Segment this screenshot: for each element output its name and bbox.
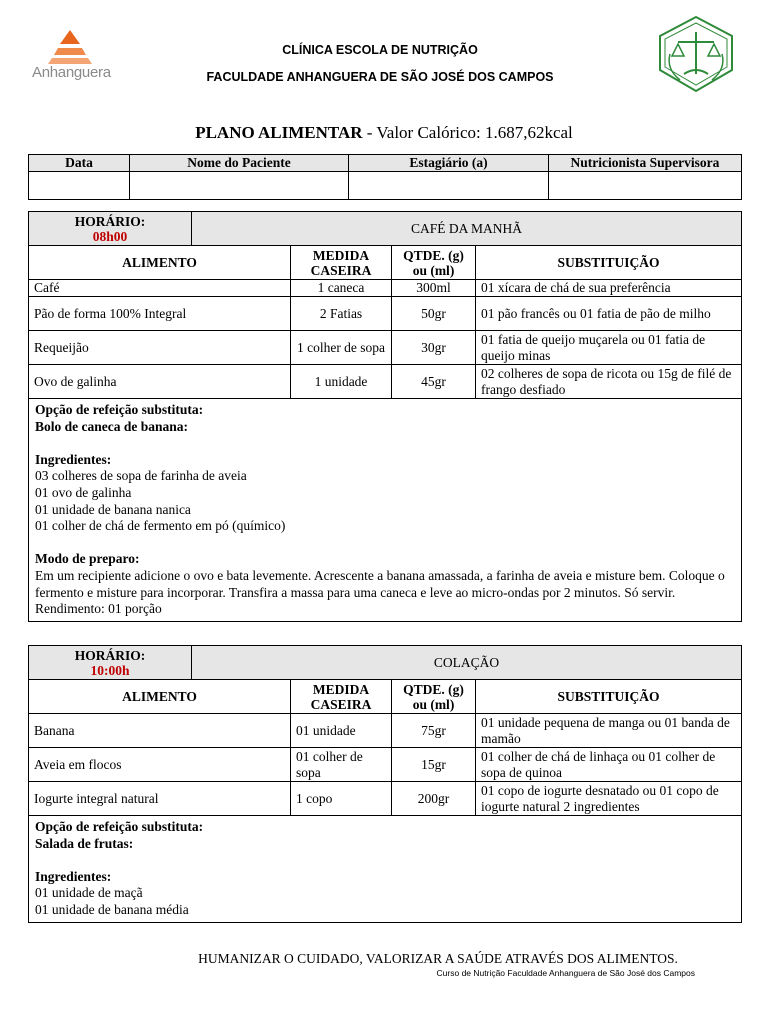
horario-cell [29,212,192,246]
col-substituicao: SUBSTITUIÇÃO [476,680,742,714]
food-row [29,714,742,748]
clinic-header [150,40,610,94]
food-substitution: 01 fatia de queijo muçarela ou 01 fatia de queijo minas [476,331,742,365]
option-name: Bolo de caneca de banana: [35,418,189,434]
food-measure: 01 colher de sopa [291,748,392,782]
footer-motto: HUMANIZAR O CUIDADO, VALORIZAR A SAÚDE ATRAVÉS DOS ALIMENTOS. [198,951,678,966]
info-header-patient: Nome do Paciente [130,155,349,172]
info-cell-patient[interactable] [130,172,349,200]
patient-info-table [28,154,742,200]
col-medida: MEDIDA CASEIRA [291,246,392,280]
food-substitution: 01 xícara de chá de sua preferência [476,280,742,297]
food-qty: 75gr [392,714,476,748]
food-qty: 300ml [392,280,476,297]
ingredient-item: 01 unidade de banana média [35,901,189,917]
food-name: Café [29,280,291,297]
col-alimento: ALIMENTO [29,680,291,714]
food-substitution: 01 unidade pequena de manga ou 01 banda de mamão [476,714,742,748]
food-row [29,748,742,782]
food-substitution: 01 pão francês ou 01 fatia de pão de milho [476,297,742,331]
meal-table-breakfast [28,211,742,622]
horario-label: HORÁRIO: [74,647,146,663]
food-row [29,280,742,297]
food-measure: 1 unidade [291,365,392,399]
food-substitution: 02 colheres de sopa de ricota ou 15g de filé de frango desfiado [476,365,742,399]
food-substitution: 01 copo de iogurte desnatado ou 01 copo de iogurte natural 2 ingredientes [476,782,742,816]
food-qty: 45gr [392,365,476,399]
ingredient-item: 01 colher de chá de fermento em pó (químico) [35,518,286,534]
col-alimento: ALIMENTO [29,246,291,280]
ingredient-item: 01 unidade de banana nanica [35,501,191,517]
food-row [29,331,742,365]
food-qty: 200gr [392,782,476,816]
food-measure: 01 unidade [291,714,392,748]
scales-seal-icon [650,14,742,94]
col-medida: MEDIDA CASEIRA [291,680,392,714]
plan-title-calories: - Valor Calórico: 1.687,62kcal [362,123,573,142]
col-qtde: QTDE. (g) ou (ml) [392,246,476,280]
plan-title-main: PLANO ALIMENTAR [195,123,363,142]
nutrition-seal-logo [650,14,742,94]
option-title: Opção de refeição substituta: [35,402,204,417]
food-row [29,297,742,331]
horario-cell [29,646,192,680]
food-name: Iogurte integral natural [29,782,291,816]
meal-time: 10:00h [90,662,130,678]
ingredient-item: 01 ovo de galinha [35,484,132,500]
meal-table-colacao [28,645,742,923]
food-name: Requeijão [29,331,291,365]
food-row [29,782,742,816]
food-qty: 30gr [392,331,476,365]
food-qty: 50gr [392,297,476,331]
food-name: Ovo de galinha [29,365,291,399]
plan-title [0,123,768,143]
food-substitution: 01 colher de chá de linhaça ou 01 colher de sopa de quinoa [476,748,742,782]
meal-substitute-option [29,816,742,923]
meal-name: COLAÇÃO [192,646,742,680]
food-name: Banana [29,714,291,748]
food-measure: 1 copo [291,782,392,816]
anhanguera-logo [30,28,122,84]
anhanguera-emblem-icon [30,28,122,68]
info-cell-data[interactable] [29,172,130,200]
meal-time: 08h00 [92,228,128,244]
meal-substitute-option [29,399,742,622]
info-cell-intern[interactable] [349,172,549,200]
food-qty: 15gr [392,748,476,782]
ingredient-item: 01 unidade de maçã [35,885,143,901]
meal-name: CAFÉ DA MANHÃ [192,212,742,246]
footer-course: Curso de Nutrição Faculdade Anhanguera de São José dos Campos [436,968,695,978]
col-substituicao: SUBSTITUIÇÃO [476,246,742,280]
prep-text: Em um recipiente adicione o ovo e bata levemente. Acrescente a banana amassada, a farinha de aveia e misture bem. Coloque o fermento e misture para incorporar. Transfira a massa para uma caneca e leve ao micro-ondas por 2 minutos. Só servir. Rendimento: 01 porção [35,567,725,617]
ingredient-item: 03 colheres de sopa de farinha de aveia [35,468,247,484]
food-measure: 1 caneca [291,280,392,297]
food-name: Aveia em flocos [29,748,291,782]
faculty-name: FACULDADE ANHANGUERA DE SÃO JOSÉ DOS CAMPOS [206,70,554,84]
info-header-supervisor: Nutricionista Supervisora [549,155,742,172]
food-measure: 2 Fatias [291,297,392,331]
horario-label: HORÁRIO: [74,213,146,229]
ingredients-title: Ingredientes: [35,868,112,884]
info-cell-supervisor[interactable] [549,172,742,200]
food-row [29,365,742,399]
option-name: Salada de frutas: [35,835,134,851]
ingredients-title: Ingredientes: [35,451,112,467]
info-header-intern: Estagiário (a) [349,155,549,172]
prep-title: Modo de preparo: [35,551,140,567]
food-measure: 1 colher de sopa [291,331,392,365]
info-header-data: Data [29,155,130,172]
clinic-name: CLÍNICA ESCOLA DE NUTRIÇÃO [282,43,478,57]
logo-text: Anhanguera [32,64,111,81]
option-title: Opção de refeição substituta: [35,819,204,834]
col-qtde: QTDE. (g) ou (ml) [392,680,476,714]
food-name: Pão de forma 100% Integral [29,297,291,331]
